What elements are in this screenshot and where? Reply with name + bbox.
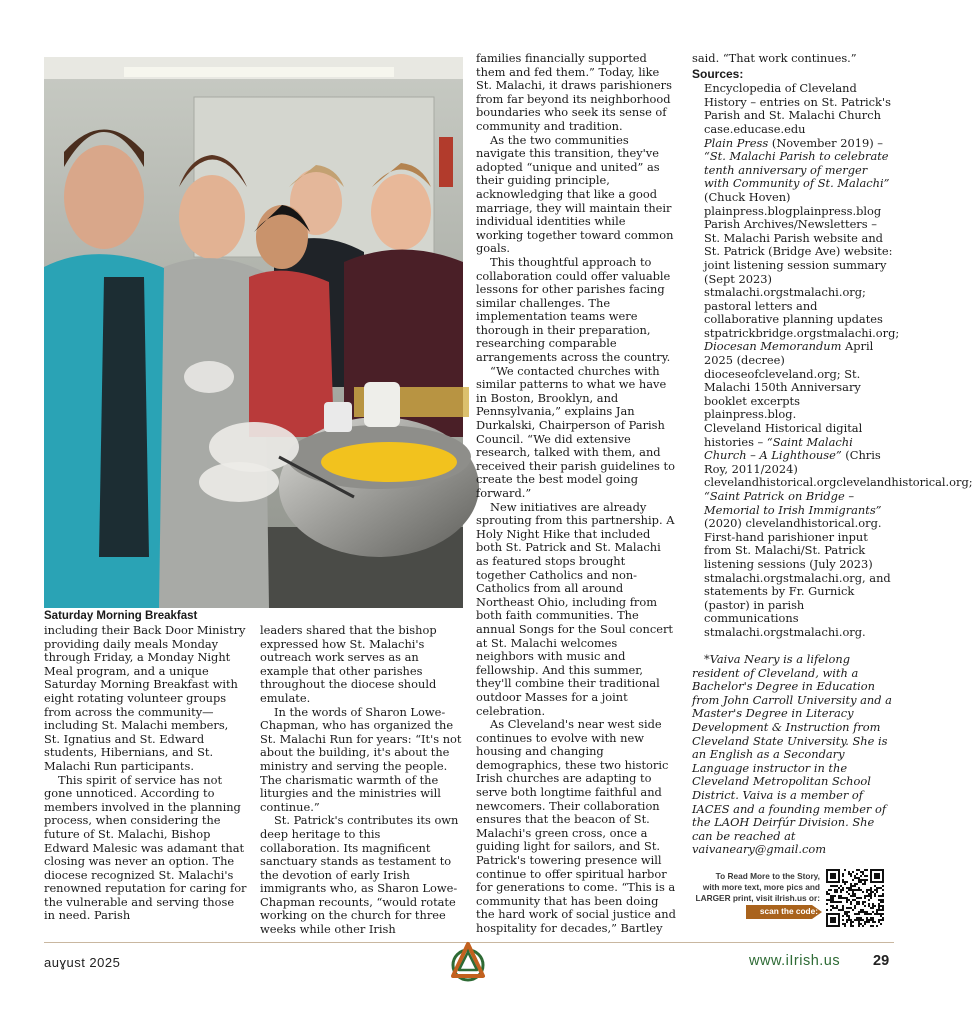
source-text: First-hand parishioner input from St. Malachi/St. Patrick listening sessions (July 2023) stmalachi.orgstmalachi.org, and statements by Fr. Gurnick (pastor) in parish communications stmalachi.orgstmalachi.org. xyxy=(704,529,891,639)
issue-date: auɣust 2025 xyxy=(44,955,121,970)
promo-line: with more text, more pics and xyxy=(702,882,820,892)
paragraph: New initiatives are already sprouting from this partnership. A Holy Night Hike that included both St. Patrick and St. Malachi as featured stops brought together Catholics and non-Catholics from all around Northeast Ohio, including from both faith communities. The annual Songs for the Soul concert at St. Malachi welcomes neighbors with music and fellowship. And this summer, they'll combine their traditional outdoor Masses for a joint celebration. xyxy=(476,499,675,718)
source-entry xyxy=(692,531,894,640)
paragraph: As the two communities navigate this transition, they've adopted “unique and united” as their guiding principle, acknowledging that like a good marriage, they will maintain their individual identities while working together toward common goals. xyxy=(476,132,674,256)
promo-line: LARGER print, visit iIrish.us or: xyxy=(695,893,820,903)
author-bio xyxy=(692,653,894,857)
source-text: Diocesan Memorandum xyxy=(704,339,842,354)
source-text: “Saint Patrick on Bridge – Memorial to Irish Immigrants” xyxy=(704,489,882,517)
paragraph: including their Back Door Ministry providing daily meals Monday through Friday, a Monday Night Meal program, and a unique Saturday Morning Breakfast with eight rotating volunteer groups from across the community—including St. Malachi members, St. Ignatius and St. Edward students, Hibernians, and St. Malachi Run participants. xyxy=(44,623,246,773)
scan-label: scan the code: xyxy=(759,906,818,916)
source-text: April 2025 (decree) dioceseofcleveland.org; St. Malachi 150th Anniversary booklet excerpts plainpress.blog. xyxy=(704,339,874,422)
source-text: Plain Press xyxy=(704,135,769,150)
sources-heading: Sources: xyxy=(692,66,744,81)
column-2 xyxy=(260,624,463,937)
paragraph: This spirit of service has not gone unnoticed. According to members involved in the planning process, when considering the future of St. Malachi, Bishop Edward Malesic was adamant that closing was never an option. The diocese recognized St. Malachi's renowned reputation for caring for the vulnerable and serving those in need. Parish xyxy=(44,772,247,923)
sources-list xyxy=(692,81,973,639)
qr-code-icon[interactable] xyxy=(826,869,884,927)
source-text: “St. Malachi Parish to celebrate tenth anniversary of merger with Community of St. Malachi” xyxy=(704,149,890,191)
read-more-promo xyxy=(688,871,820,904)
source-text: “Saint Malachi Church – A Lighthouse” xyxy=(704,434,853,463)
source-entry xyxy=(692,421,973,531)
website-link[interactable]: www.iIrish.us xyxy=(749,953,841,969)
source-text: (2020) clevelandhistorical.org. xyxy=(704,516,882,531)
paragraph: “We contacted churches with similar patterns to what we have in Boston, Brooklyn, and Pennsylvania,” explains Jan Durkalski, Chairperson of Parish Council. “We did extensive research, talked with them, and received their parish guidelines to create the best model going forward.” xyxy=(476,363,675,500)
paragraph: In the words of Sharon Lowe-Chapman, who has organized the St. Malachi Run for years: “It's not about the building, it's about the ministry and serving the people. The charismatic warmth of the liturgies and the ministries will continue.” xyxy=(260,704,462,814)
source-text: (November 2019) – xyxy=(768,135,883,150)
paragraph: St. Patrick's contributes its own deep heritage to this collaboration. Its magnificent sanctuary stands as testament to the devotion of early Irish immigrants who, as Sharon Lowe-Chapman recounts, “would rotate working on the church for three weeks while other Irish xyxy=(260,813,459,937)
paragraph: This thoughtful approach to collaboration could offer valuable lessons for other parishes facing similar challenges. The implementation teams were thorough in their preparation, researching comparable arrangements across the country. xyxy=(476,254,671,365)
column-1 xyxy=(44,624,247,923)
source-text: Encyclopedia of Cleveland History – entries on St. Patrick's Parish and St. Malachi Church case.educase.edu xyxy=(704,81,891,136)
celtic-knot-logo-icon xyxy=(443,940,493,986)
source-text: Parish Archives/Newsletters – St. Malachi Parish website and St. Patrick (Bridge Ave) website: joint listening session summary (Sept 2023) stmalachi.orgstmalachi.org; pastoral letters and collaborative planning updates stpatrickbridge.orgstmalachi.org; xyxy=(704,217,900,340)
photo-caption: Saturday Morning Breakfast xyxy=(44,610,198,622)
author-bio-text: *Vaiva Neary is a lifelong resident of Cleveland, with a Bachelor's Degree in Education from John Carroll University and a Master's Degree in Literacy Development & Instruction from Cleveland State University. She is an English as a Secondary Language instructor in the Cleveland Metropolitan School District. Vaiva is a member of IACES and a founding member of the LAOH Deirfúr Division. She can be reached at vaivaneary@gmail.com xyxy=(692,652,892,857)
source-entry xyxy=(692,217,900,422)
paragraph: leaders shared that the bishop expressed how St. Malachi's outreach work serves as an example that other parishes throughout the diocese should emulate. xyxy=(260,623,437,705)
photo-illustration xyxy=(44,57,463,608)
source-text: (Chris Roy, 2011/2024) clevelandhistorical.orgclevelandhistorical.org; xyxy=(704,448,973,490)
source-entry xyxy=(692,82,894,136)
column-4-sources xyxy=(692,51,973,640)
paragraph: said. “That work continues.” xyxy=(692,51,857,65)
paragraph: As Cleveland's near west side continues to evolve with new housing and changing demographics, these two historic Irish churches are adapting to serve both longtime faithful and newcomers. Their collaboration ensures that the beacon of St. Malachi's green cross, once a guiding light for sailors, and St. Patrick's towering presence will continue to offer spiritual harbor for generations to come. “This is a community that has been doing the hard work of social justice and hospitality for decades,” Bartley xyxy=(476,717,676,935)
column-3 xyxy=(476,52,676,936)
source-entry xyxy=(692,137,894,219)
promo-line: To Read More to the Story, xyxy=(715,871,820,881)
article-photo xyxy=(44,57,463,608)
source-text: Cleveland Historical digital histories – xyxy=(704,421,863,449)
source-text: (Chuck Hoven) plainpress.blogplainpress.blog xyxy=(704,189,882,218)
paragraph: families financially supported them and fed them.” Today, like St. Malachi, it draws parishioners from far beyond its neighborhood boundaries who seek its sense of community and tradition. xyxy=(476,51,672,133)
page-number: 29 xyxy=(873,953,890,969)
